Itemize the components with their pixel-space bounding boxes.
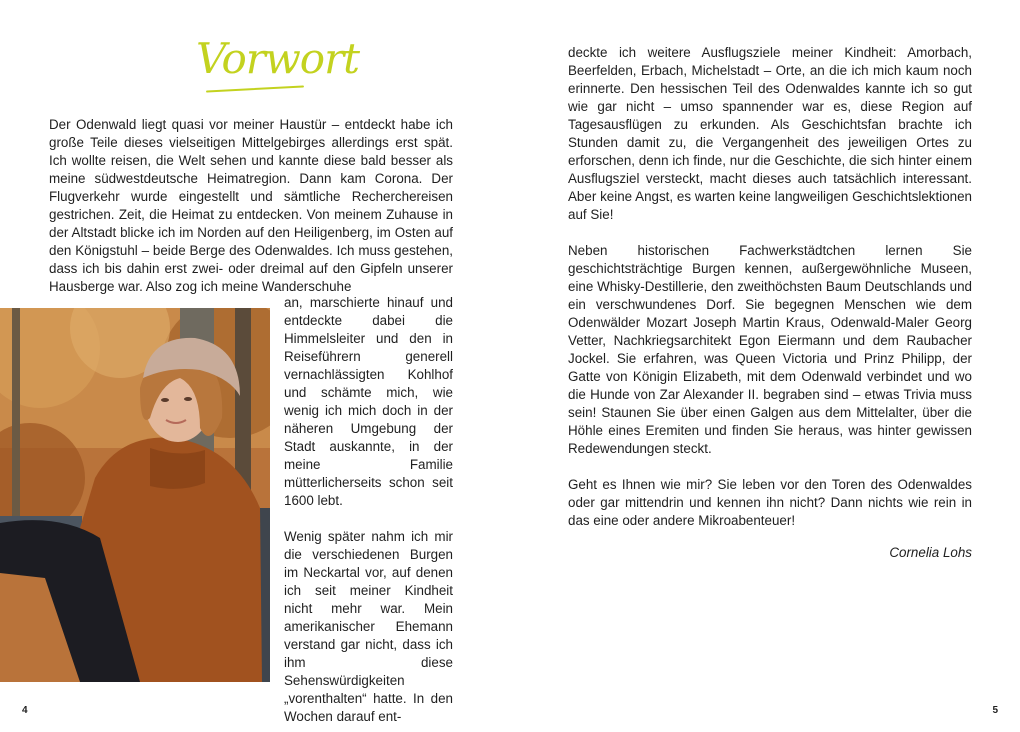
intro-paragraph — [49, 116, 453, 296]
title-underline — [206, 85, 304, 92]
column-paragraph: an, marschierte hinauf und entdeckte dabei die Himmelsleiter und den in Reiseführern generell vernachlässigten Kohlhof und schämte mich, wie wenig ich mich doch in der näheren Umgebung der Stadt auskannte, in der meine Familie mütterlicherseits schon seit 1600 lebt. — [284, 295, 453, 508]
page-number: 4 — [22, 705, 28, 716]
column-paragraph: Wenig später nahm ich mir die verschiedenen Burgen im Neckartal vor, auf denen ich seit meiner Kindheit nicht mehr war. Mein amerikanischer Ehemann verstand gar nicht, dass ich ihm diese Sehenswürdigkeiten „vorenthalten“ hatte. In den Wochen darauf ent- — [284, 529, 453, 724]
body-paragraph: Neben historischen Fachwerkstädtchen lernen Sie geschichtsträchtige Burgen kennen, außergewöhnliche Museen, eine Whisky-Destillerie, den zweithöchsten Baum Deutschlands und ein verschwundenes Dorf. Sie begegnen Menschen wie dem Odenwälder Mozart Joseph Martin Kraus, Odenwald-Maler Georg Vetter, Nachkriegsarchitekt Egon Eiermann und dem Raubacher Jockel. Sie erfahren, was Queen Victoria und Prinz Philipp, der Gatte von Königin Elizabeth, mit dem Odenwald verbindet und wo die Hunde von Zar Alexander II. begraben sind – etwas Trivia muss sein! Staunen Sie über einen Galgen aus dem Mittelalter, über die Höhle eines Eremiten und finden Sie heraus, was hinter gewissen Redewendungen steckt. — [568, 243, 972, 456]
body-paragraph: deckte ich weitere Ausflugsziele meiner Kindheit: Amorbach, Beerfelden, Erbach, Michelstadt – Orte, an die ich mich kaum noch erinnerte. Den hessischen Teil des Odenwaldes kannte ich so gut wie gar nicht – umso spannender war es, diese Region auf Tagesausflügen zu erkunden. Als Geschichtsfan brachte ich Stunden damit zu, die Vergangenheit des jeweiligen Ortes zu erforschen, denn ich finde, nur die Geschichte, die sich hinter einem Ausflugsziel versteckt, macht dieses auch tatsächlich interessant. Aber keine Angst, es warten keine langweiligen Geschichtslektionen auf Sie! — [568, 45, 972, 222]
intro-text: Der Odenwald liegt quasi vor meiner Haustür – entdeckt habe ich große Teile dieses vielseitigen Mittelgebirges allerdings erst spät. Ich wollte reisen, die Welt sehen und kannte diese bald besser als meine südwestdeutsche Heimatregion. Dann kam Corona. Der Flugverkehr wurde eingestellt und sämtliche Recherchereisen gestrichen. Zeit, die Heimat zu entdecken. Von meinem Zuhause in der Altstadt blicke ich im Norden auf den Heiligenberg, im Osten auf den Königstuhl – beide Berge des Odenwaldes. Ich muss gestehen, dass ich bis dahin erst zwei- oder dreimal auf den Gipfeln unserer Hausberge war. Also zog ich meine Wanderschuhe — [49, 117, 453, 294]
body-paragraph: Geht es Ihnen wie mir? Sie leben vor den Toren des Odenwaldes oder gar mittendrin und kennen ihn nicht? Dann nichts wie rein in das eine oder andere Mikroabenteuer! — [568, 477, 972, 528]
text-column — [284, 294, 453, 726]
page-number: 5 — [992, 705, 998, 716]
author-signature: Cornelia Lohs — [889, 545, 972, 560]
right-text-column — [568, 44, 972, 530]
page-title: Vorwort — [196, 34, 360, 83]
author-photo — [0, 308, 270, 682]
